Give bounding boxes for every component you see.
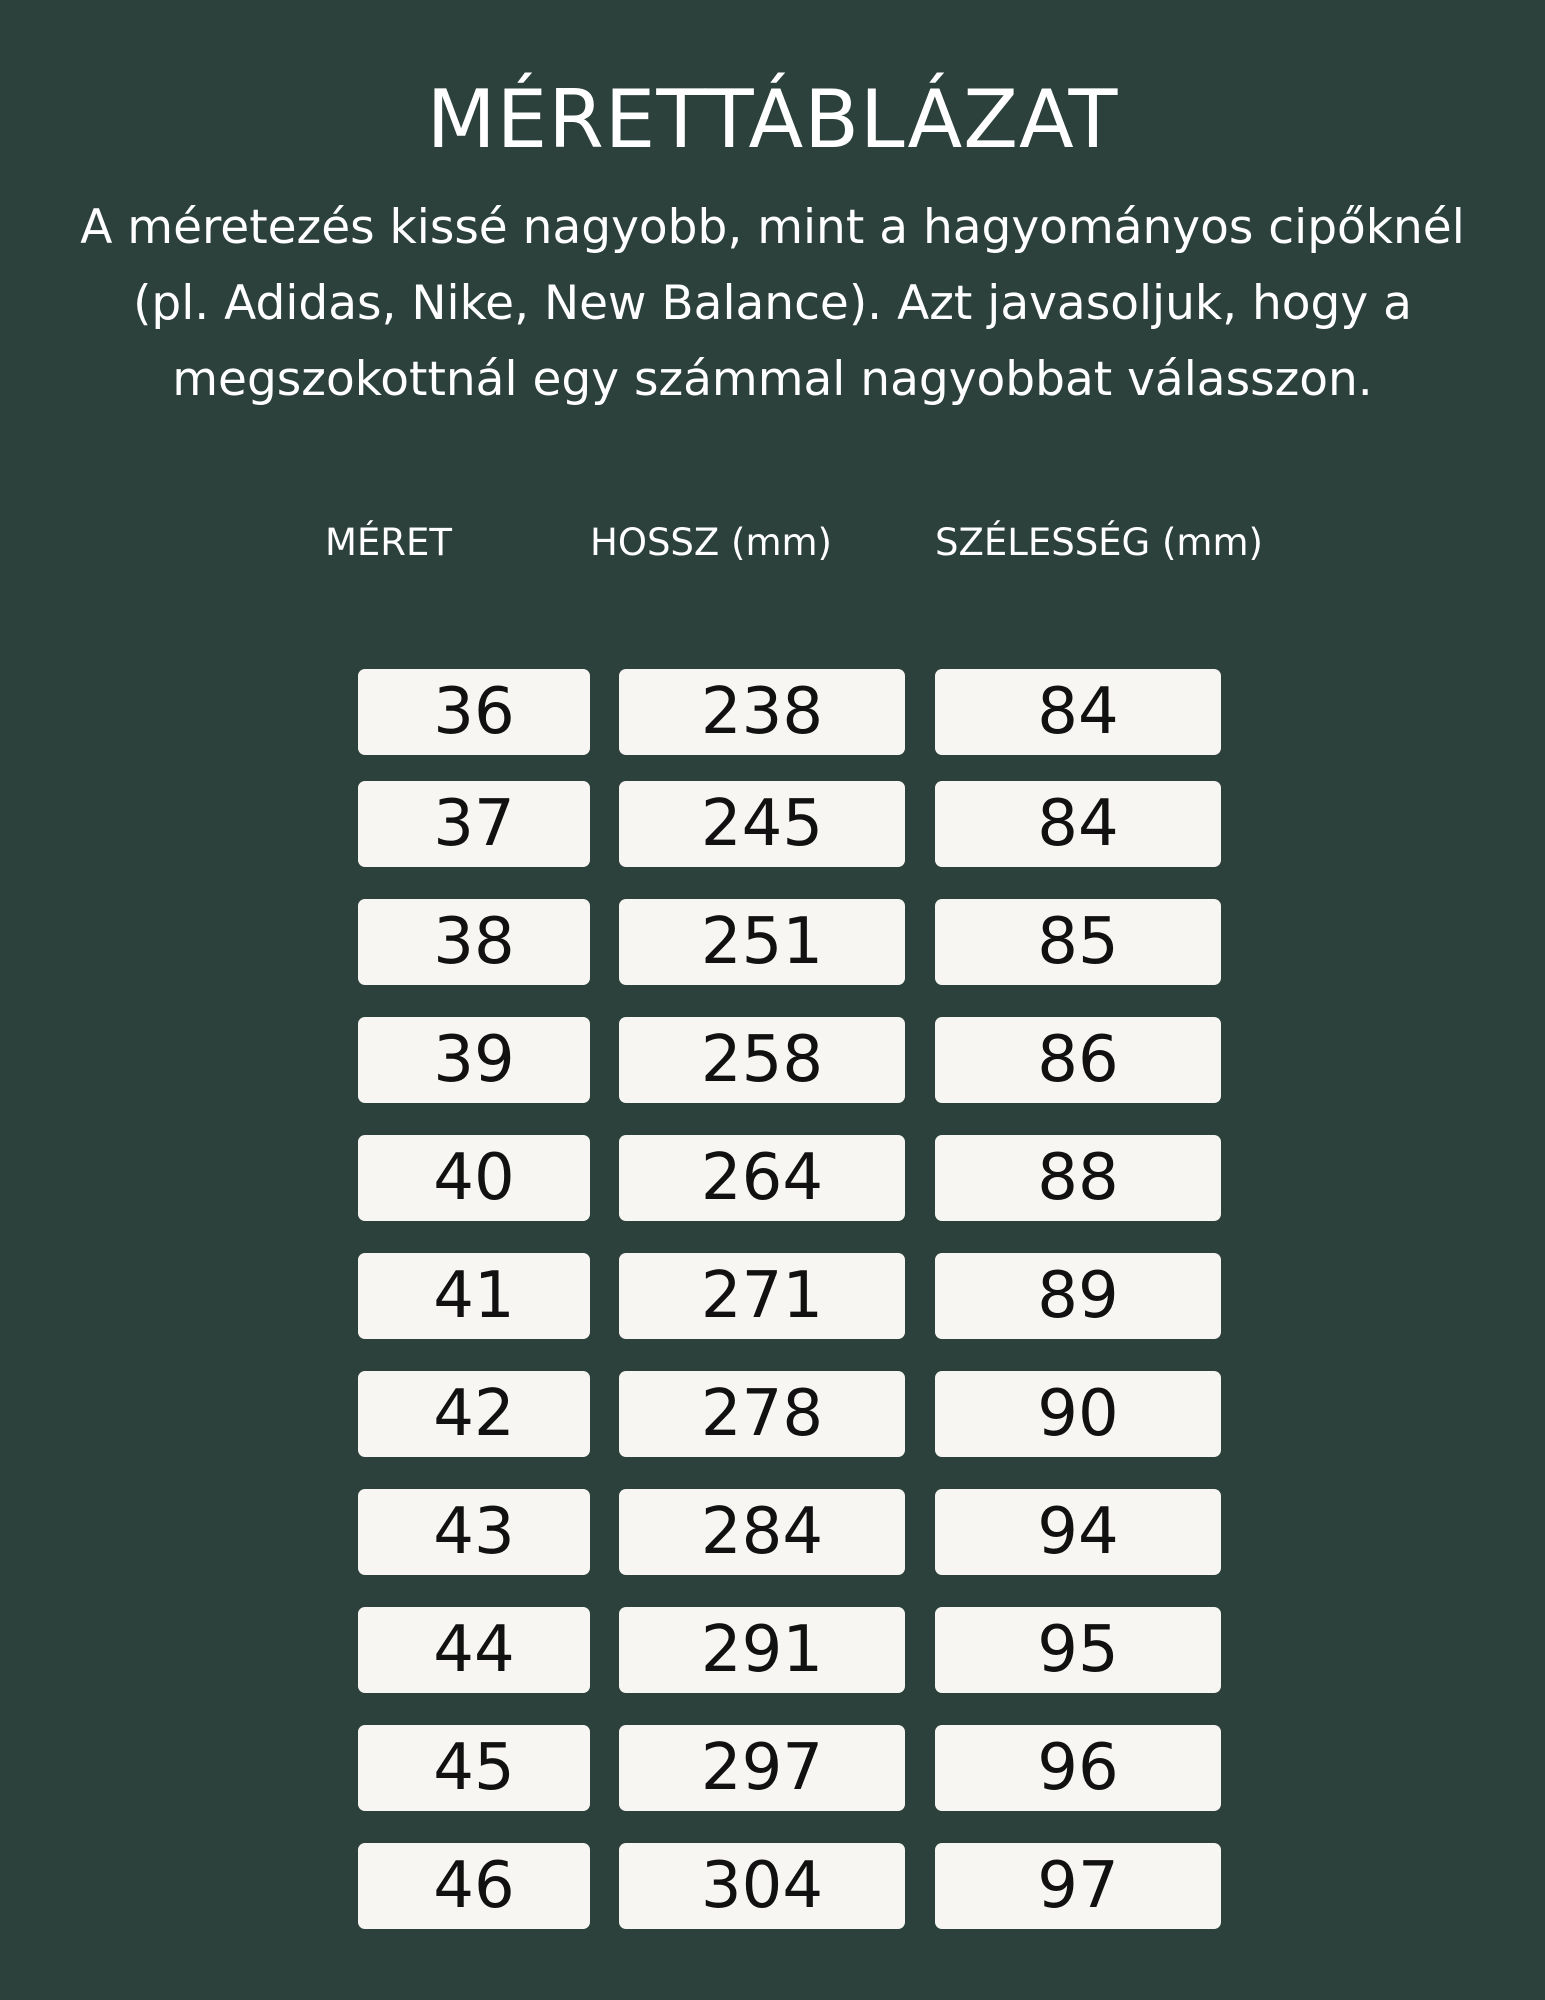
column-header-size: MÉRET [325,521,452,564]
width-cell: 95 [935,1607,1221,1693]
size-cell: 39 [358,1017,590,1103]
length-cell: 271 [619,1253,905,1339]
size-cell: 44 [358,1607,590,1693]
size-cell: 37 [358,781,590,867]
length-cell: 251 [619,899,905,985]
size-cell: 38 [358,899,590,985]
length-cell: 278 [619,1371,905,1457]
length-cell: 264 [619,1135,905,1221]
column-header-width: SZÉLESSÉG (mm) [935,521,1263,564]
table-row [0,669,1545,755]
length-cell: 291 [619,1607,905,1693]
length-cell: 258 [619,1017,905,1103]
length-cell: 304 [619,1843,905,1929]
length-cell: 245 [619,781,905,867]
size-cell: 36 [358,669,590,755]
length-cell: 238 [619,669,905,755]
width-cell: 89 [935,1253,1221,1339]
table-row [0,1371,1545,1457]
table-row [0,1017,1545,1103]
width-cell: 85 [935,899,1221,985]
table-row [0,899,1545,985]
table-row [0,1253,1545,1339]
table-row [0,781,1545,867]
width-cell: 90 [935,1371,1221,1457]
size-cell: 40 [358,1135,590,1221]
table-row [0,1843,1545,1929]
size-cell: 46 [358,1843,590,1929]
width-cell: 86 [935,1017,1221,1103]
sizing-note: A méretezés kissé nagyobb, mint a hagyományos cipőknél (pl. Adidas, Nike, New Balance). Azt javasoljuk, hogy a megszokottnál egy számmal nagyobbat válasszon. [80,200,1465,407]
column-header-length: HOSSZ (mm) [590,521,832,564]
table-row [0,1135,1545,1221]
width-cell: 88 [935,1135,1221,1221]
width-cell: 97 [935,1843,1221,1929]
width-cell: 94 [935,1489,1221,1575]
width-cell: 84 [935,781,1221,867]
length-cell: 297 [619,1725,905,1811]
width-cell: 96 [935,1725,1221,1811]
length-cell: 284 [619,1489,905,1575]
size-cell: 42 [358,1371,590,1457]
table-row [0,1607,1545,1693]
size-cell: 41 [358,1253,590,1339]
size-cell: 45 [358,1725,590,1811]
size-cell: 43 [358,1489,590,1575]
width-cell: 84 [935,669,1221,755]
table-row [0,1725,1545,1811]
page-title: MÉRETTÁBLÁZAT [426,73,1119,166]
table-row [0,1489,1545,1575]
